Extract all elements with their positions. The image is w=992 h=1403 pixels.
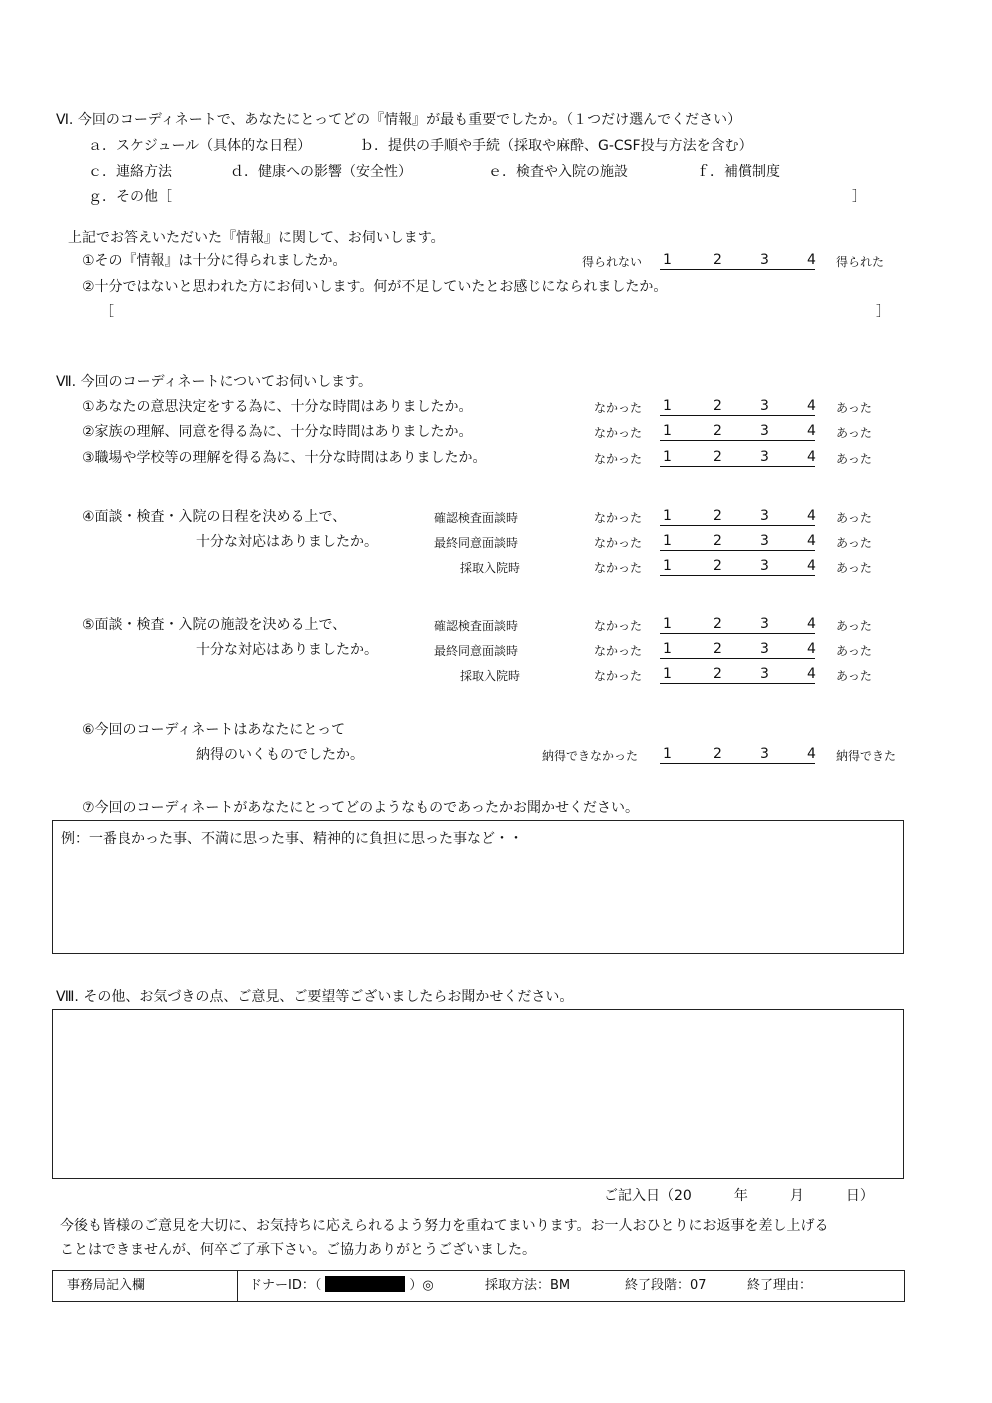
option-b[interactable]: ｂ．提供の手順や手続（採取や麻酔、G-CSF投与方法を含む） [360,138,753,154]
donor-id-label: ドナーID：（ [249,1278,322,1293]
scale-option-1[interactable]: 1 [663,616,672,632]
scale-left-label: なかった [594,619,643,633]
scale-right-label: あった [836,511,872,525]
section-6-heading: Ⅵ. 今回のコーディネートで、あなたにとってどの『情報』が最も重要でしたか。（１つだけ選んでください） [56,112,742,128]
scale-option-2[interactable]: 2 [713,641,722,657]
scale-option-3[interactable]: 3 [760,533,769,549]
rating-scale-7-6[interactable] [660,747,815,764]
scale-right-label: 得られた [836,255,885,269]
rating-scale-7-4a[interactable] [660,509,815,526]
option-e[interactable]: ｅ．検査や入院の施設 [488,164,628,180]
section-8-heading: Ⅷ. その他、お気づきの点、ご意見、ご要望等ございましたらお聞かせください。 [56,989,574,1005]
scale-right-label: あった [836,669,872,683]
question-7-1: ①あなたの意思決定をする為に、十分な時間はありましたか。 [82,399,473,415]
rating-scale-7-5a[interactable] [660,617,815,634]
scale-left-label: なかった [594,452,643,466]
scale-option-2[interactable]: 2 [713,533,722,549]
question-7-7: ⑦今回のコーディネートがあなたにとってどのようなものであったかお聞かせください。 [82,800,640,816]
rating-scale-7-3[interactable] [660,450,815,467]
scale-option-4[interactable]: 4 [807,666,816,682]
closing-text-line1: 今後も皆様のご意見を大切に、お気持ちに応えられるよう努力を重ねてまいります。お一人おひとりにお返事を差し上げる [60,1218,829,1234]
scale-option-2[interactable]: 2 [713,558,722,574]
scale-right-label: あった [836,401,872,415]
scale-left-label: なかった [594,401,643,415]
option-g-bracket-close: ］ [852,189,866,205]
sub-item-label: 最終同意面談時 [434,644,519,658]
option-f[interactable]: ｆ．補償制度 [696,164,780,180]
question-7-5-line1: ⑤面談・検査・入院の施設を決める上で、 [82,617,347,633]
office-use-bar [52,1270,905,1302]
question-6-1: ①その『情報』は十分に得られましたか。 [82,253,347,269]
scale-option-2[interactable]: 2 [713,508,722,524]
closing-text-line2: ことはできませんが、何卒ご了承下さい。ご協力ありがとうございました。 [60,1242,536,1258]
scale-option-3[interactable]: 3 [760,252,769,268]
scale-option-4[interactable]: 4 [807,252,816,268]
scale-right-label: 納得できた [836,749,897,763]
scale-option-4[interactable]: 4 [807,558,816,574]
scale-option-1[interactable]: 1 [663,558,672,574]
scale-option-4[interactable]: 4 [807,641,816,657]
collection-method: 採取方法：BM [485,1278,571,1293]
scale-option-1[interactable]: 1 [663,398,672,414]
scale-option-1[interactable]: 1 [663,508,672,524]
scale-option-3[interactable]: 3 [760,423,769,439]
scale-right-label: あった [836,536,872,550]
scale-option-3[interactable]: 3 [760,641,769,657]
scale-option-3[interactable]: 3 [760,666,769,682]
scale-option-3[interactable]: 3 [760,558,769,574]
scale-option-1[interactable]: 1 [663,666,672,682]
scale-left-label: なかった [594,644,643,658]
scale-right-label: あった [836,561,872,575]
end-stage: 終了段階：07 [625,1278,707,1293]
sub-item-label: 確認検査面談時 [434,511,519,525]
rating-scale-7-4c[interactable] [660,559,815,576]
end-reason: 終了理由： [747,1278,813,1293]
scale-option-1[interactable]: 1 [663,423,672,439]
scale-option-1[interactable]: 1 [663,533,672,549]
answer-bracket-open: ［ [100,304,114,320]
rating-scale-7-5b[interactable] [660,642,815,659]
sub-item-label: 確認検査面談時 [434,619,519,633]
answer-bracket-close: ］ [876,304,890,320]
rating-scale-7-2[interactable] [660,424,815,441]
scale-left-label: なかった [594,669,643,683]
rating-scale-7-1[interactable] [660,399,815,416]
scale-option-2[interactable]: 2 [713,449,722,465]
question-6-2: ②十分ではないと思われた方にお伺いします。何が不足していたとお感じになられましたか。 [82,279,668,295]
scale-left-label: なかった [594,561,643,575]
scale-left-label: なかった [594,511,643,525]
section-7-heading: Ⅶ. 今回のコーディネートについてお伺いします。 [56,374,373,390]
sub-item-label: 採取入院時 [460,669,521,683]
question-6-2-answer-field[interactable] [116,304,872,324]
scale-option-3[interactable]: 3 [760,616,769,632]
scale-option-4[interactable]: 4 [807,449,816,465]
scale-left-label: なかった [594,536,643,550]
question-7-6-line2: 納得のいくものでしたか。 [196,747,364,763]
scale-option-4[interactable]: 4 [807,508,816,524]
date-line[interactable]: ご記入日（20 年 月 日） [604,1188,874,1204]
comments-textarea[interactable] [52,1009,904,1179]
option-g[interactable]: ｇ．その他［ [88,189,172,205]
scale-right-label: あった [836,426,872,440]
scale-option-4[interactable]: 4 [807,616,816,632]
scale-option-2[interactable]: 2 [713,666,722,682]
question-7-5-line2: 十分な対応はありましたか。 [196,642,378,658]
scale-right-label: あった [836,644,872,658]
scale-option-2[interactable]: 2 [713,746,722,762]
scale-option-2[interactable]: 2 [713,252,722,268]
scale-left-label: 納得できなかった [542,749,639,763]
scale-option-4[interactable]: 4 [807,533,816,549]
office-use-label: 事務局記入欄 [67,1278,146,1293]
scale-right-label: あった [836,619,872,633]
scale-option-2[interactable]: 2 [713,616,722,632]
scale-option-3[interactable]: 3 [760,449,769,465]
rating-scale-7-4b[interactable] [660,534,815,551]
scale-option-2[interactable]: 2 [713,423,722,439]
scale-option-1[interactable]: 1 [663,252,672,268]
scale-option-2[interactable]: 2 [713,398,722,414]
scale-right-label: あった [836,452,872,466]
scale-option-4[interactable]: 4 [807,398,816,414]
option-a[interactable]: ａ．スケジュール（具体的な日程） [88,138,312,154]
rating-scale-7-5c[interactable] [660,667,815,684]
followup-intro: 上記でお答えいただいた『情報』に関して、お伺いします。 [68,230,445,246]
footer-divider [237,1271,238,1301]
scale-option-4[interactable]: 4 [807,746,816,762]
donor-id-close: ）◎ [409,1278,434,1293]
option-d[interactable]: ｄ．健康への影響（安全性） [230,164,412,180]
scale-option-3[interactable]: 3 [760,508,769,524]
scale-left-label: 得られない [582,255,643,269]
question-7-7-textarea[interactable] [52,820,904,954]
scale-option-1[interactable]: 1 [663,449,672,465]
question-7-6-line1: ⑥今回のコーディネートはあなたにとって [82,722,346,738]
scale-option-3[interactable]: 3 [760,398,769,414]
donor-id-field [249,1271,434,1301]
textarea-example-text: 例：一番良かった事、不満に思った事、精神的に負担に思った事など・・ [61,831,523,847]
scale-option-4[interactable]: 4 [807,423,816,439]
question-7-2: ②家族の理解、同意を得る為に、十分な時間はありましたか。 [82,424,473,440]
question-7-4-line2: 十分な対応はありましたか。 [196,534,378,550]
scale-option-1[interactable]: 1 [663,641,672,657]
question-7-3: ③職場や学校等の理解を得る為に、十分な時間はありましたか。 [82,450,487,466]
rating-scale-6-1[interactable] [660,253,815,270]
sub-item-label: 最終同意面談時 [434,536,519,550]
scale-option-3[interactable]: 3 [760,746,769,762]
option-c[interactable]: ｃ．連絡方法 [88,164,172,180]
scale-left-label: なかった [594,426,643,440]
question-7-4-line1: ④面談・検査・入院の日程を決める上で、 [82,509,347,525]
sub-item-label: 採取入院時 [460,561,521,575]
scale-option-1[interactable]: 1 [663,746,672,762]
redacted-block [325,1276,405,1292]
